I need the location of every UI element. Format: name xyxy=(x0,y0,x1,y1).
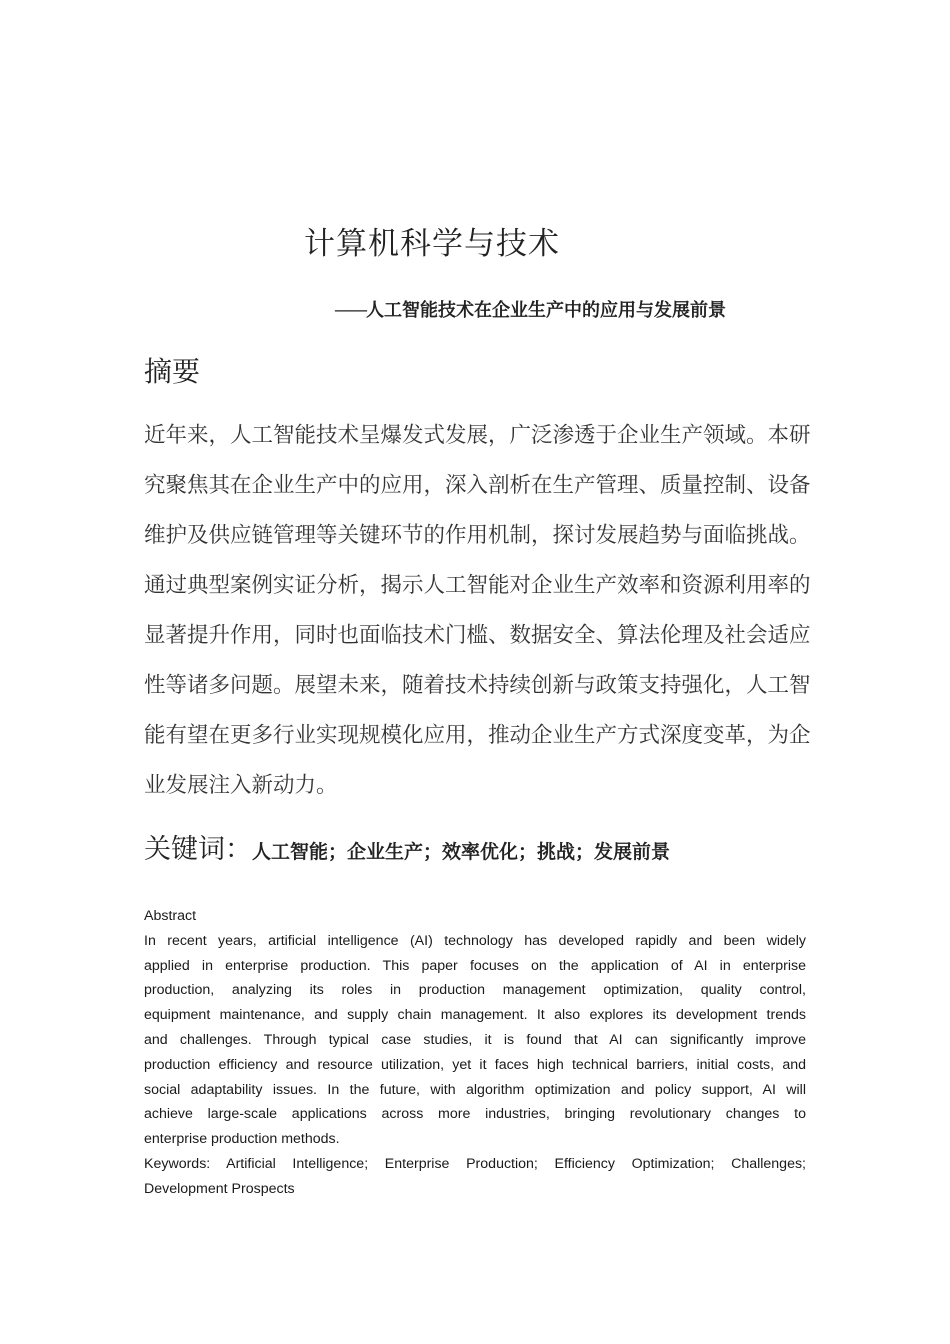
abstract-en-line: production, analyzing its roles in production management optimization, quality control, xyxy=(144,982,806,999)
keywords-cn-label: 关键词： xyxy=(144,834,252,865)
abstract-cn-line: 能有望在更多行业实现规模化应用，推动企业生产方式深度变革，为企 xyxy=(144,723,811,748)
abstract-en-line: social adaptability issues. In the future, with algorithm optimization and policy support, AI will xyxy=(144,1081,806,1098)
keywords-cn-terms: 人工智能；企业生产；效率优化；挑战；发展前景 xyxy=(252,841,671,863)
subtitle-dash: —— xyxy=(334,300,366,321)
abstract-cn-line: 维护及供应链管理等关键环节的作用机制，探讨发展趋势与面临挑战。 xyxy=(144,523,811,548)
abstract-cn-line: 通过典型案例实证分析，揭示人工智能对企业生产效率和资源利用率的 xyxy=(144,573,811,598)
abstract-en-line: enterprise production methods. xyxy=(144,1131,340,1148)
abstract-en xyxy=(144,904,806,1202)
abstract-cn-line: 性等诸多问题。展望未来，随着技术持续创新与政策支持强化，人工智 xyxy=(144,673,811,698)
document-title: 计算机科学与技术 xyxy=(304,226,560,262)
abstract-cn-line: 近年来，人工智能技术呈爆发式发展，广泛渗透于企业生产领域。本研 xyxy=(144,423,811,448)
keywords-cn xyxy=(144,830,670,872)
abstract-en-line: applied in enterprise production. This paper focuses on the application of AI in enterprise xyxy=(144,957,806,974)
abstract-en-line: production efficiency and resource utilization, yet it faces high technical barriers, initial costs, and xyxy=(144,1056,806,1073)
abstract-cn-heading: 摘要 xyxy=(144,355,201,388)
abstract-cn-body xyxy=(144,418,811,818)
abstract-en-line: and challenges. Through typical case studies, it is found that AI can significantly improve xyxy=(144,1031,806,1048)
abstract-en-heading: Abstract xyxy=(144,908,197,924)
keywords-en-line: Development Prospects xyxy=(144,1180,295,1197)
abstract-cn-line: 究聚焦其在企业生产中的应用，深入剖析在生产管理、质量控制、设备 xyxy=(144,473,811,498)
keywords-en-line: Keywords: Artificial Intelligence; Enterprise Production; Efficiency Optimization; Challenges; xyxy=(144,1155,806,1172)
abstract-cn-line: 显著提升作用，同时也面临技术门槛、数据安全、算法伦理及社会适应 xyxy=(144,623,811,648)
document-subtitle xyxy=(334,298,726,324)
abstract-en-line: equipment maintenance, and supply chain management. It also explores its development trends xyxy=(144,1007,806,1024)
abstract-en-line: achieve large-scale applications across more industries, bringing revolutionary changes to xyxy=(144,1106,806,1123)
abstract-cn-line: 业发展注入新动力。 xyxy=(144,773,338,798)
subtitle-text: 人工智能技术在企业生产中的应用与发展前景 xyxy=(366,300,726,321)
abstract-en-line: In recent years, artificial intelligence (AI) technology has developed rapidly and been widely xyxy=(144,932,806,949)
